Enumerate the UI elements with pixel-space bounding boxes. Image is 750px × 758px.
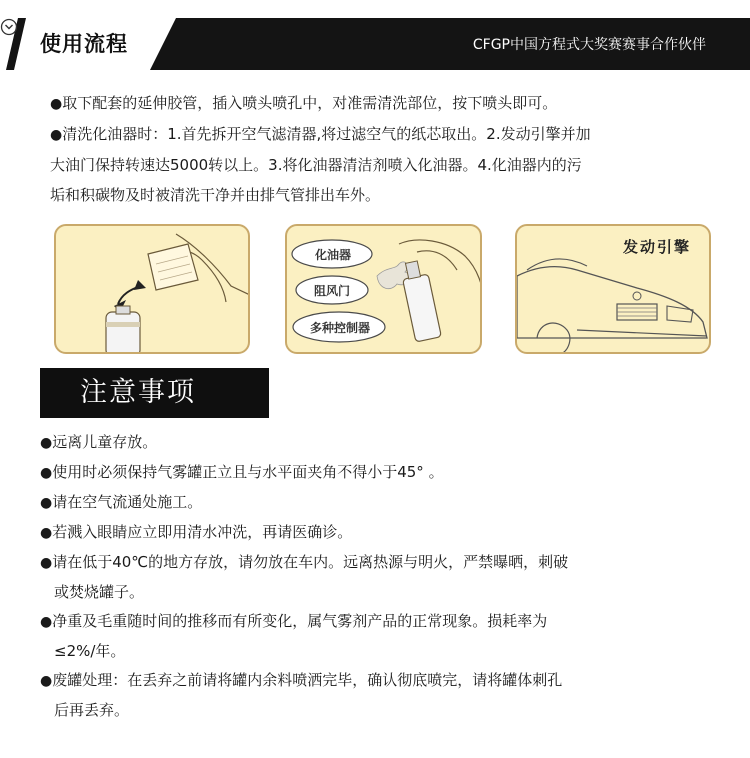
chevron-down-circle-icon [0, 18, 18, 36]
list-item: ●使用时必须保持气雾罐正立且与水平面夹角不得小于45° 。 [40, 463, 444, 481]
illustration-start-engine [515, 224, 711, 354]
section-header [0, 18, 750, 70]
label-start-engine: 发动引擎 [622, 238, 691, 256]
label-carburetor: 化油器 [314, 248, 351, 262]
list-item-continuation: 后再丢弃。 [54, 701, 130, 719]
list-item: ●净重及毛重随时间的推移而有所变化，属气雾剂产品的正常现象。损耗率为 [40, 612, 548, 630]
usage-paragraph-2-cont: 垢和积碳物及时被清洗干净并由排气管排出车外。 [50, 186, 381, 204]
notice-list [40, 428, 680, 725]
list-item: ●废罐处理：在丢弃之前请将罐内余料喷洒完毕，确认彻底喷完，请将罐体刺孔 [40, 671, 563, 689]
list-item: ●若溅入眼睛应立即用清水冲洗，再请医确诊。 [40, 523, 353, 541]
usage-paragraph-2: ●清洗化油器时：1.首先拆开空气滤清器,将过滤空气的纸芯取出。2.发动引擎并加 [50, 125, 591, 143]
label-choke: 阻风门 [313, 284, 350, 298]
notice-title: 注意事项 [40, 368, 269, 418]
header-subtitle: CFGP中国方程式大奖赛赛事合作伙伴 [472, 37, 706, 53]
list-item: ●请在空气流通处施工。 [40, 493, 203, 511]
list-item-continuation: 或焚烧罐子。 [54, 583, 145, 601]
illustration-spray-carburetor [285, 224, 482, 354]
usage-instructions [50, 88, 710, 210]
usage-paragraph-2-cont: 大油门保持转速达5000转以上。3.将化油器清洁剂喷入化油器。4.化油器内的污 [50, 156, 582, 174]
list-item-continuation: ≤2%/年。 [54, 642, 126, 660]
label-controllers: 多种控制器 [309, 321, 370, 335]
illustration-remove-filter [54, 224, 250, 354]
usage-paragraph-1: ●取下配套的延伸胶管，插入喷头喷孔中，对准需清洗部位，按下喷头即可。 [50, 94, 558, 112]
header-title: 使用流程 [40, 32, 128, 56]
list-item: ●请在低于40℃的地方存放，请勿放在车内。远离热源与明火，严禁曝晒，刺破 [40, 553, 569, 571]
list-item: ●远离儿童存放。 [40, 433, 158, 451]
